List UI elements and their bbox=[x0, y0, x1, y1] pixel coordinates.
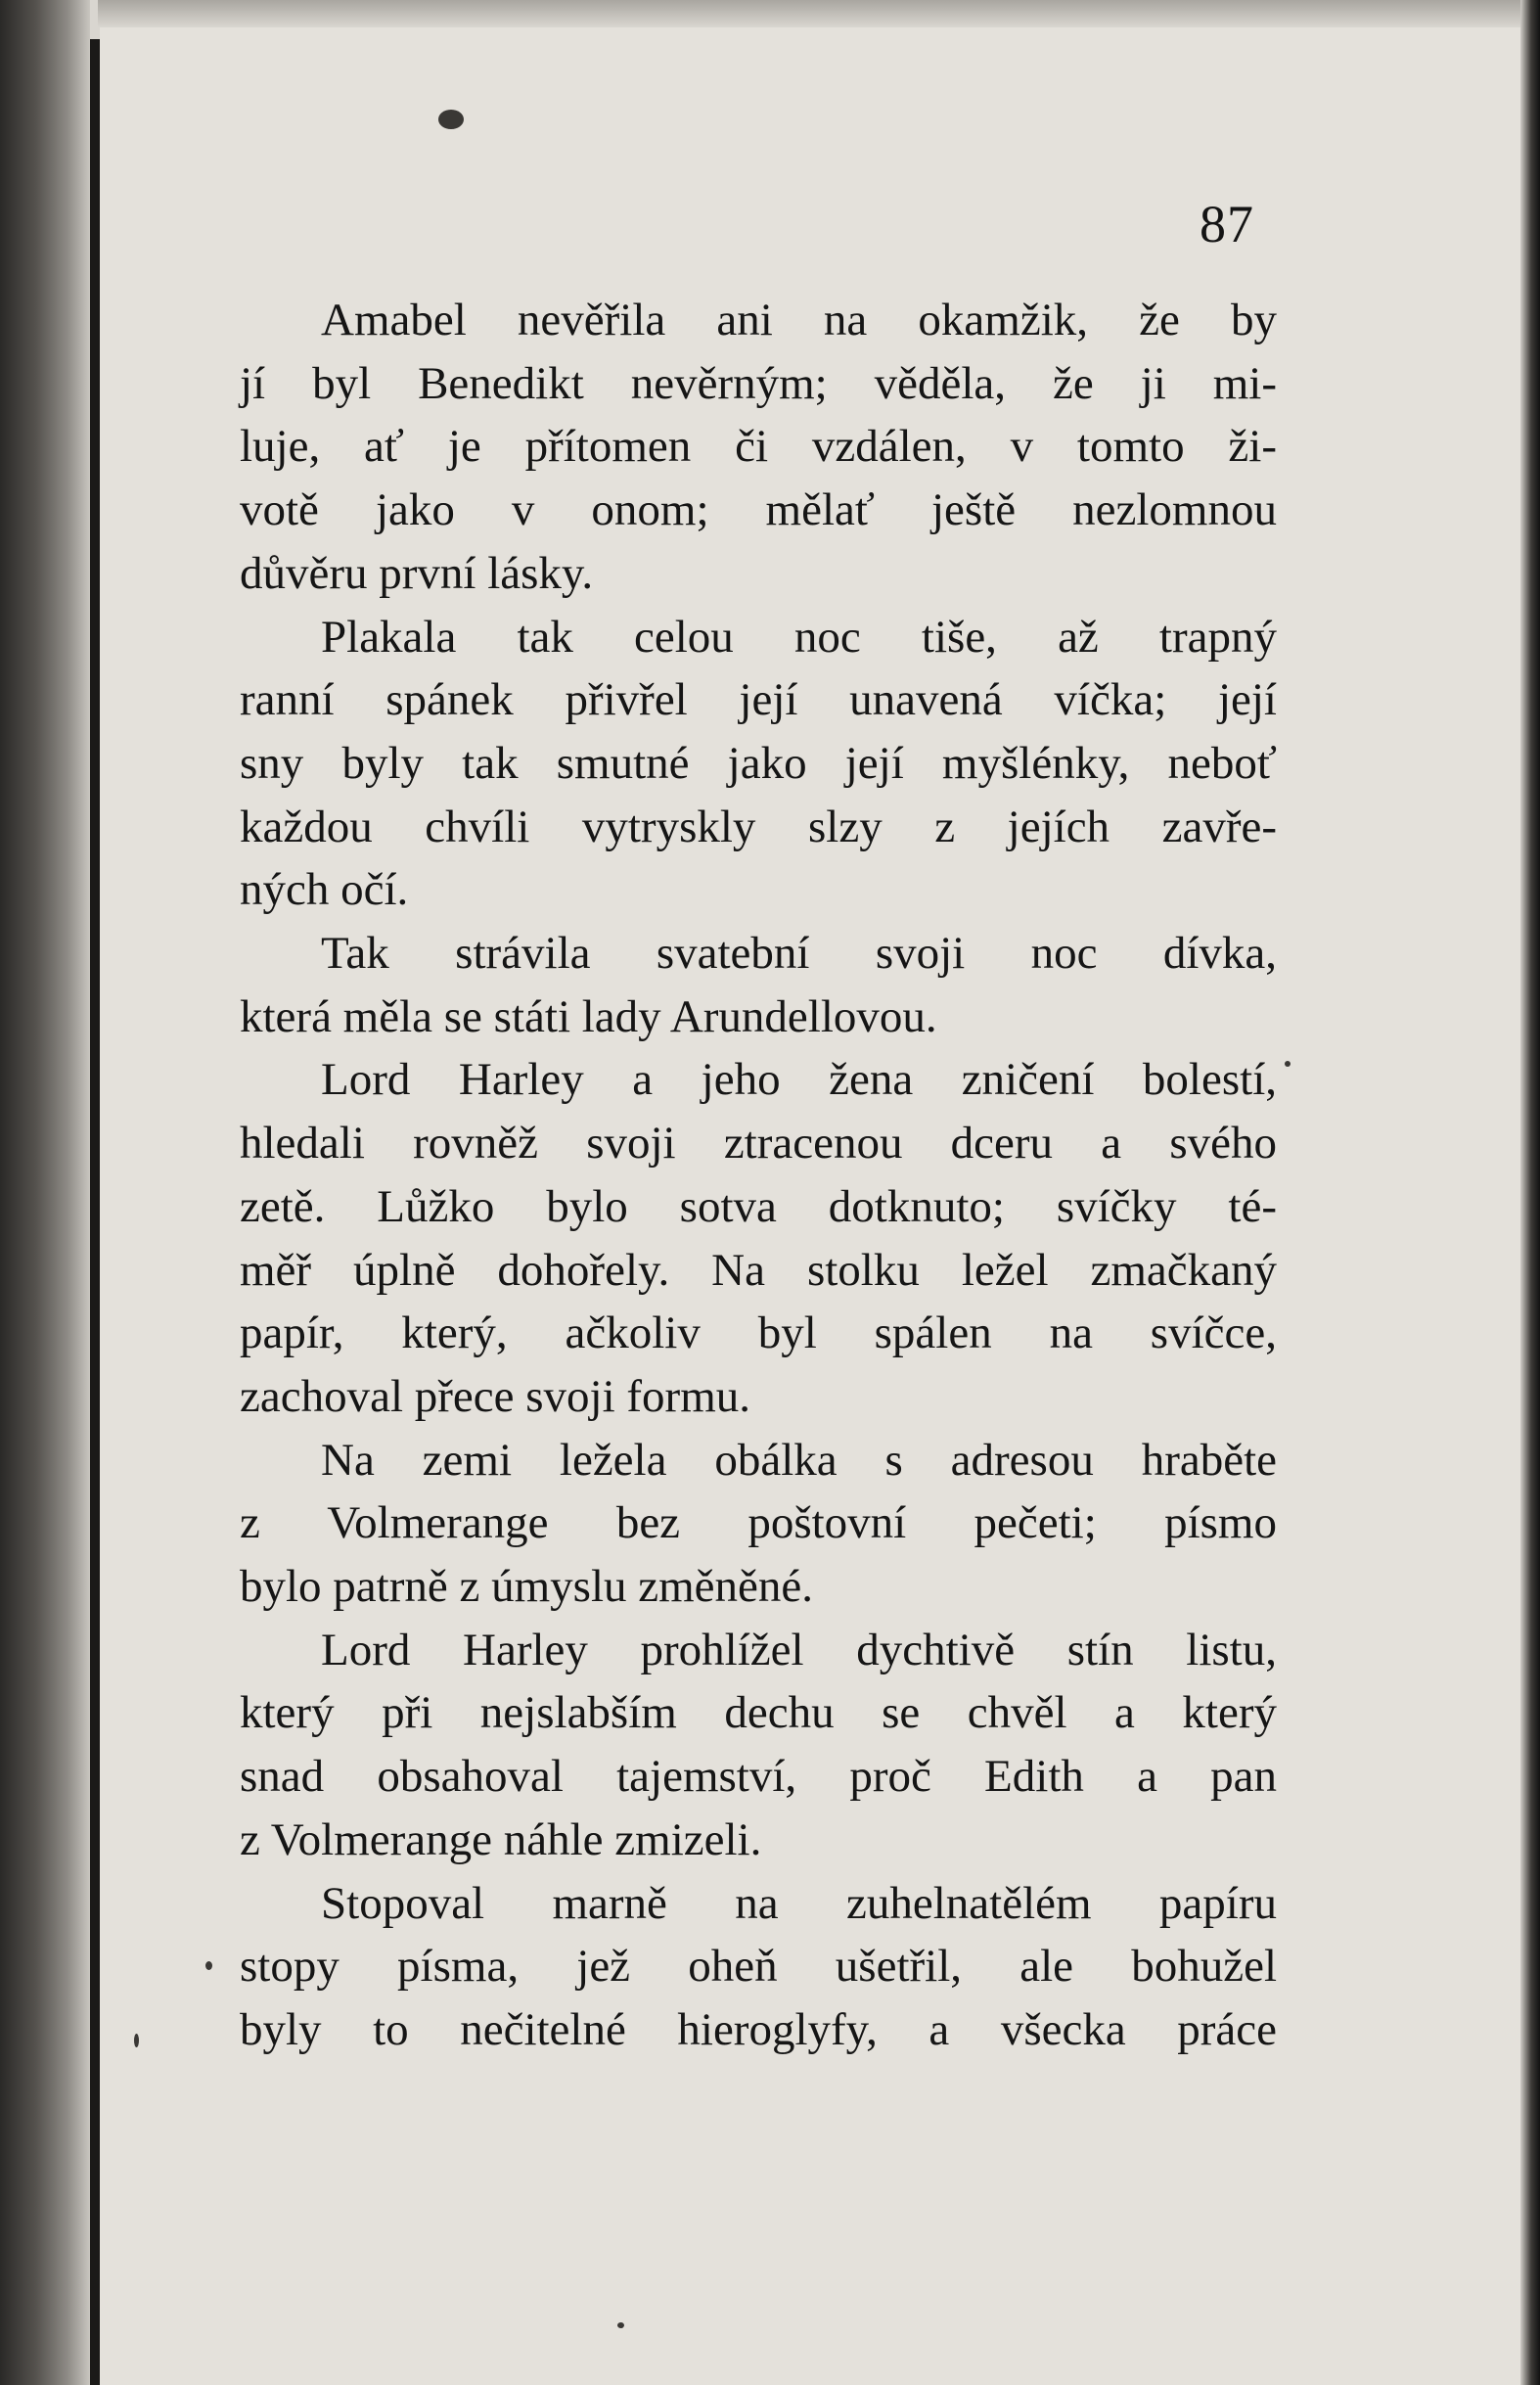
text-line: snad obsahoval tajemství, proč Edith a pan bbox=[240, 1751, 1277, 1803]
text-line: z Volmerange bez poštovní pečeti; písmo bbox=[240, 1497, 1277, 1549]
ink-speck bbox=[617, 2322, 624, 2328]
text-line: hledali rovněž svoji ztracenou dceru a svého bbox=[240, 1118, 1277, 1170]
book-gutter bbox=[0, 0, 90, 2385]
page-top-shadow bbox=[98, 0, 1526, 27]
text-line: důvěru první lásky. bbox=[240, 547, 594, 599]
text-line: Plakala tak celou noc tiše, až trapný bbox=[321, 611, 1277, 663]
ink-speck bbox=[205, 1961, 212, 1970]
text-line: měř úplně dohořely. Na stolku ležel zmačkaný bbox=[240, 1244, 1277, 1296]
ink-speck bbox=[134, 2034, 139, 2047]
page-right-edge bbox=[1520, 0, 1540, 2385]
text-line: stopy písma, jež oheň ušetřil, ale bohužel bbox=[240, 1941, 1277, 1993]
text-line: Stopoval marně na zuhelnatělém papíru bbox=[321, 1877, 1277, 1929]
text-line: Amabel nevěřila ani na okamžik, že by bbox=[321, 295, 1277, 345]
text-line: votě jako v onom; mělať ještě nezlomnou bbox=[240, 484, 1277, 536]
ink-speck bbox=[1285, 1061, 1291, 1067]
text-line: Tak strávila svatební svoji noc dívka, bbox=[321, 928, 1277, 980]
page-number: 87 bbox=[1200, 195, 1254, 253]
text-line: zetě. Lůžko bylo sotva dotknuto; svíčky té- bbox=[240, 1180, 1277, 1232]
text-line: který při nejslabším dechu se chvěl a který bbox=[240, 1687, 1277, 1739]
text-line: bylo patrně z úmyslu změněné. bbox=[240, 1561, 814, 1613]
text-line: ranní spánek přivřel její unavená víčka; její bbox=[240, 674, 1277, 726]
text-line: Lord Harley prohlížel dychtivě stín listu, bbox=[321, 1624, 1277, 1675]
text-line: z Volmerange náhle zmizeli. bbox=[240, 1813, 762, 1865]
text-line: luje, ať je přítomen či vzdálen, v tomto ži- bbox=[240, 421, 1277, 473]
text-line: ných očí. bbox=[240, 864, 409, 916]
text-line: každou chvíli vytryskly slzy z jejích zavře- bbox=[240, 801, 1277, 852]
text-line: která měla se státi lady Arundellovou. bbox=[240, 990, 937, 1042]
text-line: byly to nečitelné hieroglyfy, a všecka práce bbox=[240, 2003, 1277, 2055]
text-line: sny byly tak smutné jako její myšlénky, neboť bbox=[240, 737, 1277, 789]
ink-speck bbox=[438, 110, 464, 129]
text-line: papír, který, ačkoliv byl spálen na svíčce, bbox=[240, 1307, 1277, 1359]
body-text bbox=[240, 289, 1277, 2062]
text-line: jí byl Benedikt nevěrným; věděla, že ji mi- bbox=[240, 357, 1277, 409]
text-line: Lord Harley a jeho žena zničení bolestí, bbox=[321, 1054, 1277, 1106]
text-line: Na zemi ležela obálka s adresou hraběte bbox=[321, 1434, 1277, 1486]
gutter-line bbox=[90, 39, 100, 2385]
text-line: zachoval přece svoji formu. bbox=[240, 1370, 751, 1422]
